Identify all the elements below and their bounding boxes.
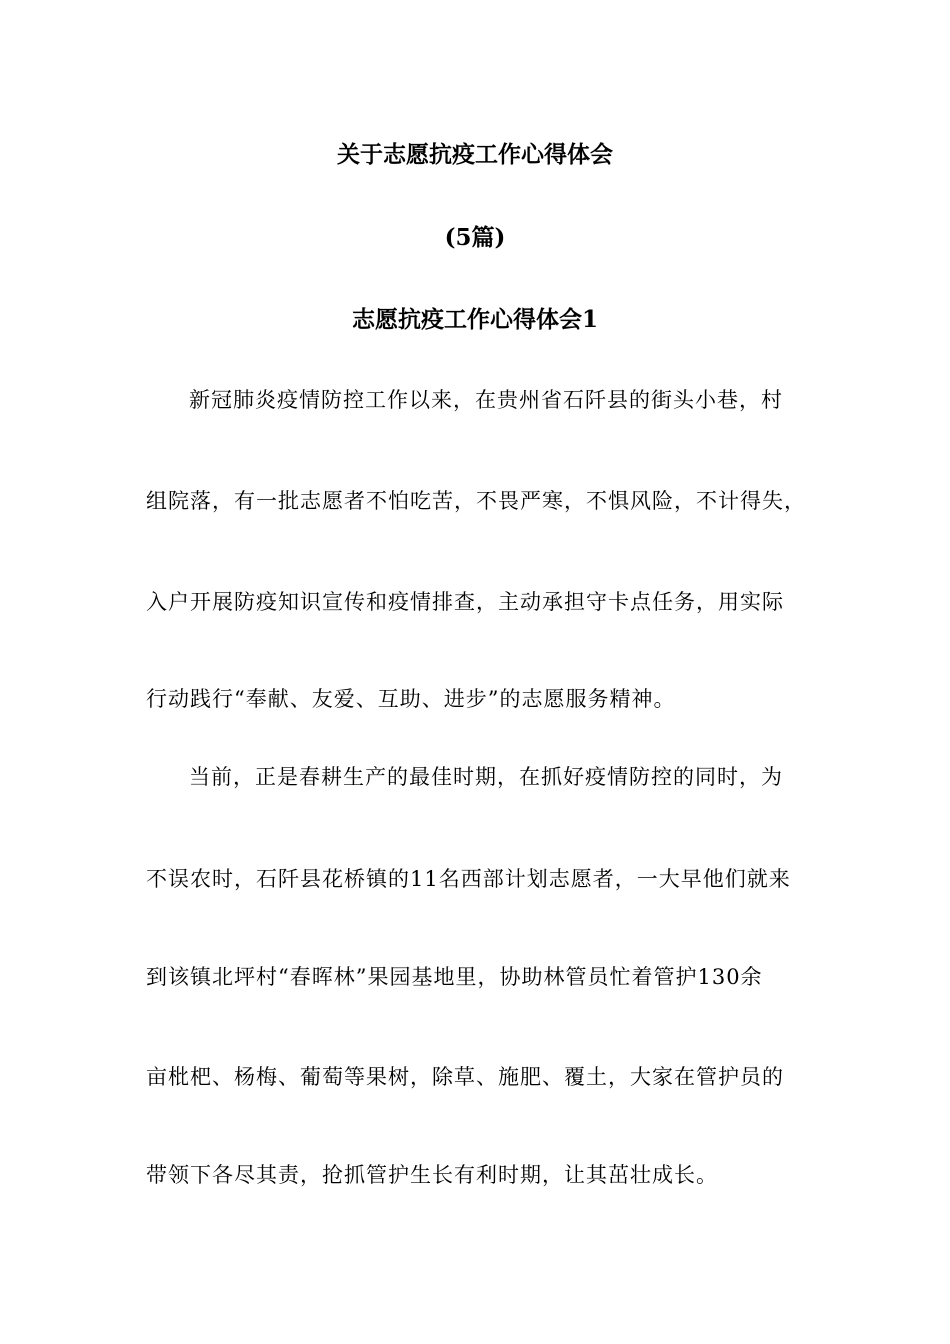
document-title: 关于志愿抗疫工作心得体会 <box>337 141 613 168</box>
paragraph-line: 行动践行“奉献、友爱、互助、进步”的志愿服务精神。 <box>146 687 676 711</box>
paragraph-line: 到该镇北坪村“春晖林”果园基地里，协助林管员忙着管护130余 <box>146 965 763 989</box>
document-subtitle: (5篇) <box>444 224 506 251</box>
paragraph-line: 新冠肺炎疫情防控工作以来，在贵州省石阡县的街头小巷，村 <box>189 388 783 412</box>
paragraph-line: 不误农时，石阡县花桥镇的11名西部计划志愿者，一大早他们就来 <box>146 867 791 891</box>
paragraph-line: 当前，正是春耕生产的最佳时期，在抓好疫情防控的同时，为 <box>189 765 783 789</box>
paragraph-line: 组院落，有一批志愿者不怕吃苦，不畏严寒，不惧风险，不计得失， <box>146 489 806 513</box>
paragraph-line: 亩枇杷、杨梅、葡萄等果树，除草、施肥、覆土，大家在管护员的 <box>146 1065 784 1089</box>
paragraph-line: 入户开展防疫知识宣传和疫情排查，主动承担守卡点任务，用实际 <box>146 590 784 614</box>
section-title: 志愿抗疫工作心得体会1 <box>351 306 598 333</box>
paragraph-line: 带领下各尽其责，抢抓管护生长有利时期，让其茁壮成长。 <box>146 1163 718 1187</box>
